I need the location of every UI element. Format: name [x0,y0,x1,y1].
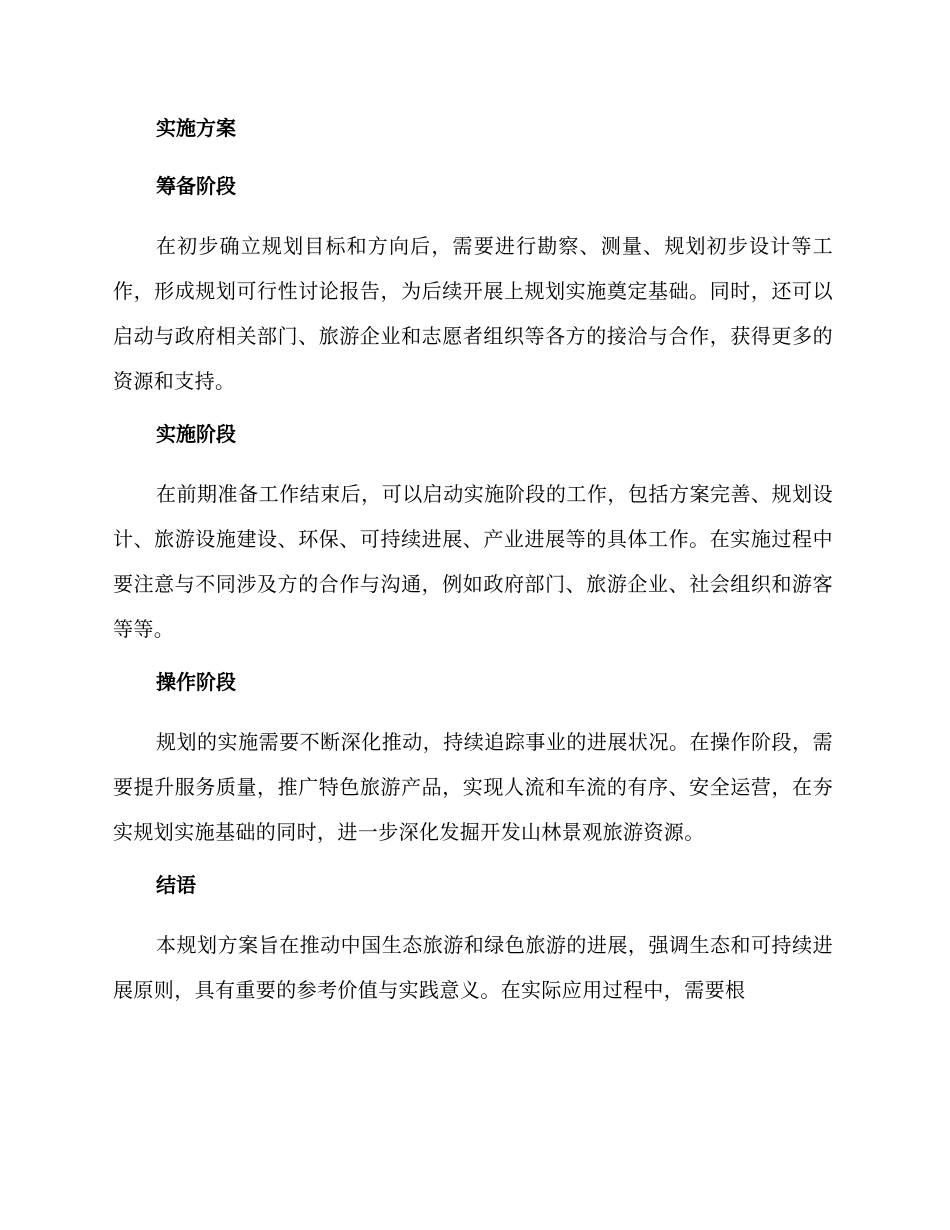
section-heading-preparation-stage: 筹备阶段 [156,174,236,198]
section-heading-implementation-plan: 实施方案 [156,116,236,140]
section-heading-conclusion: 结语 [156,873,196,897]
section-heading-implementation-stage: 实施阶段 [156,422,236,446]
section-heading-operation-stage: 操作阶段 [156,670,236,694]
paragraph-preparation-stage: 在初步确立规划目标和方向后，需要进行勘察、测量、规划初步设计等工作，形成规划可行性讨论报告，为后续开展上规划实施奠定基础。同时，还可以启动与政府相关部门、旅游企业和志愿者组织等各方的接洽与合作，获得更多的资源和支持。 [113,234,833,393]
paragraph-operation-stage: 规划的实施需要不断深化推动，持续追踪事业的进展状况。在操作阶段，需要提升服务质量，推广特色旅游产品，实现人流和车流的有序、安全运营，在夯实规划实施基础的同时，进一步深化发掘开发山林景观旅游资源。 [113,730,833,844]
paragraph-implementation-stage: 在前期准备工作结束后，可以启动实施阶段的工作，包括方案完善、规划设计、旅游设施建设、环保、可持续进展、产业进展等的具体工作。在实施过程中要注意与不同涉及方的合作与沟通，例如政府部门、旅游企业、社会组织和游客等等。 [113,482,833,641]
document-page [113,110,833,1013]
paragraph-conclusion: 本规划方案旨在推动中国生态旅游和绿色旅游的进展，强调生态和可持续进展原则，具有重要的参考价值与实践意义。在实际应用过程中，需要根 [113,933,833,1002]
